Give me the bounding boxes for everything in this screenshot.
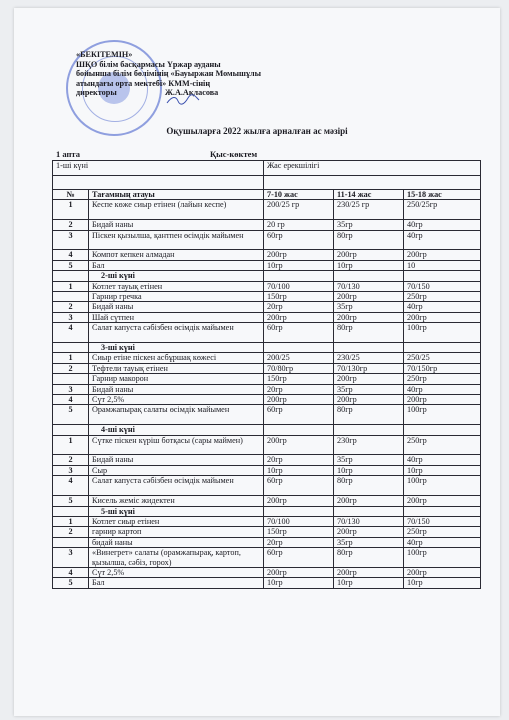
dish-name: Піскен қызылша, қантпен өсімдік майымен <box>89 230 264 250</box>
day-label: 4-ші күні <box>89 425 264 435</box>
row-number: 1 <box>53 281 89 291</box>
portion-7-10: 60гр <box>264 476 334 496</box>
table-row <box>53 578 481 588</box>
row-number: 5 <box>53 405 89 425</box>
portion-11-14: 70/130 <box>334 516 404 526</box>
portion-11-14: 200гр <box>334 250 404 260</box>
portion-11-14: 200гр <box>334 312 404 322</box>
dish-name: Бидай наны <box>89 302 264 312</box>
dish-name: Кеспе көже сиыр етінен (лайын кеспе) <box>89 200 264 220</box>
day-header-row <box>53 271 481 281</box>
row-number: 3 <box>53 548 89 568</box>
portion-15-18: 10гр <box>404 465 481 475</box>
table-row <box>53 405 481 425</box>
row-number <box>53 537 89 547</box>
portion-7-10: 60гр <box>264 548 334 568</box>
portion-7-10: 200/25 <box>264 353 334 363</box>
week-label: 1 апта <box>56 149 80 159</box>
portion-11-14: 80гр <box>334 476 404 496</box>
portion-15-18: 40гр <box>404 230 481 250</box>
portion-15-18: 100гр <box>404 476 481 496</box>
dish-name: Сүтке піскен күріш ботқасы (сары маймен) <box>89 435 264 455</box>
portion-11-14: 230/25 <box>334 353 404 363</box>
portion-15-18: 250гр <box>404 527 481 537</box>
row-number: 2 <box>53 220 89 230</box>
portion-15-18: 40гр <box>404 220 481 230</box>
table-row <box>53 292 481 302</box>
dish-name: гарнир картоп <box>89 527 264 537</box>
day-label: 5-ші күні <box>89 506 264 516</box>
row-number: 2 <box>53 527 89 537</box>
row-number: 1 <box>53 435 89 455</box>
portion-7-10: 70/100 <box>264 516 334 526</box>
menu-table <box>52 160 481 589</box>
portion-15-18: 250гр <box>404 435 481 455</box>
portion-15-18: 100гр <box>404 548 481 568</box>
portion-7-10: 200гр <box>264 250 334 260</box>
column-header-row <box>53 190 481 200</box>
dish-name: Салат капуста сәбізбен өсімдік майымен <box>89 323 264 343</box>
dish-name: «Винегрет» салаты (орамжапырақ, картоп, қызылша, сәбіз, горох) <box>89 548 264 568</box>
portion-15-18: 70/150 <box>404 281 481 291</box>
portion-11-14: 35гр <box>334 384 404 394</box>
portion-7-10: 200гр <box>264 567 334 577</box>
portion-7-10: 200гр <box>264 435 334 455</box>
table-row <box>53 537 481 547</box>
portion-11-14: 70/130 <box>334 281 404 291</box>
table-row <box>53 476 481 496</box>
page-title: Оқушыларға 2022 жылға арналған ас мәзірі <box>166 126 348 136</box>
table-row <box>53 312 481 322</box>
portion-15-18: 200гр <box>404 250 481 260</box>
table-row <box>53 250 481 260</box>
dish-name: Компот кепкен алмадан <box>89 250 264 260</box>
dish-name: бидай наны <box>89 537 264 547</box>
portion-7-10: 200/25 гр <box>264 200 334 220</box>
row-number <box>53 374 89 384</box>
portion-15-18: 10 <box>404 260 481 270</box>
approval-director-name: Ж.А.Ақласова <box>164 88 219 98</box>
portion-15-18: 250/25 <box>404 353 481 363</box>
portion-7-10: 20гр <box>264 302 334 312</box>
portion-11-14: 35гр <box>334 302 404 312</box>
portion-15-18: 100гр <box>404 323 481 343</box>
dish-name: Котлет сиыр етінен <box>89 516 264 526</box>
approval-line: ШҚО білім басқармасы Үржар ауданы <box>76 59 221 69</box>
column-header-age-15-18: 15-18 жас <box>404 190 481 200</box>
row-number: 2 <box>53 302 89 312</box>
table-row <box>53 374 481 384</box>
row-number: 2 <box>53 363 89 373</box>
portion-11-14: 200гр <box>334 567 404 577</box>
table-row <box>53 353 481 363</box>
portion-11-14: 35гр <box>334 537 404 547</box>
dish-name: Орамжапырақ салаты өсімдік майымен <box>89 405 264 425</box>
portion-7-10: 60гр <box>264 323 334 343</box>
portion-7-10: 60гр <box>264 405 334 425</box>
approval-position: директоры <box>76 88 117 98</box>
row-number: 5 <box>53 578 89 588</box>
portion-11-14: 200гр <box>334 395 404 405</box>
column-header-dish: Тағамның атауы <box>89 190 264 200</box>
portion-15-18: 70/150 <box>404 516 481 526</box>
dish-name: Сүт 2,5% <box>89 567 264 577</box>
document-page <box>14 8 500 716</box>
portion-11-14: 35гр <box>334 455 404 465</box>
portion-11-14: 80гр <box>334 548 404 568</box>
portion-15-18: 200гр <box>404 395 481 405</box>
row-number: 3 <box>53 312 89 322</box>
row-number <box>53 292 89 302</box>
dish-name: Тефтели тауық етінен <box>89 363 264 373</box>
portion-11-14: 35гр <box>334 220 404 230</box>
row-number: 3 <box>53 465 89 475</box>
approval-heading: «БЕКІТЕМІН» <box>76 50 133 59</box>
day-label: 3-ші күні <box>89 343 264 353</box>
portion-11-14: 10гр <box>334 465 404 475</box>
table-row <box>53 230 481 250</box>
dish-name: Шай сүтпен <box>89 312 264 322</box>
portion-15-18: 40гр <box>404 384 481 394</box>
table-row <box>53 384 481 394</box>
age-group-header: Жас ерекшілігі <box>264 161 481 176</box>
portion-7-10: 60гр <box>264 230 334 250</box>
portion-7-10: 70/80гр <box>264 363 334 373</box>
portion-11-14: 80гр <box>334 230 404 250</box>
dish-name: Салат капуста сәбізбен өсімдік майымен <box>89 476 264 496</box>
row-number: 5 <box>53 260 89 270</box>
portion-15-18: 70/150гр <box>404 363 481 373</box>
approval-line <box>76 88 326 98</box>
table-row <box>53 323 481 343</box>
portion-7-10: 20 гр <box>264 220 334 230</box>
table-row <box>53 260 481 270</box>
row-number: 3 <box>53 230 89 250</box>
portion-15-18: 10гр <box>404 578 481 588</box>
portion-15-18: 200гр <box>404 312 481 322</box>
portion-15-18: 100гр <box>404 405 481 425</box>
table-row <box>53 435 481 455</box>
day-1-header: 1-ші күні <box>53 161 264 176</box>
table-row <box>53 281 481 291</box>
row-number: 1 <box>53 353 89 363</box>
portion-7-10: 150гр <box>264 292 334 302</box>
table-row <box>53 220 481 230</box>
portion-15-18: 200гр <box>404 496 481 506</box>
dish-name: Бидай наны <box>89 455 264 465</box>
director-signature <box>166 94 200 106</box>
row-number: 3 <box>53 384 89 394</box>
portion-7-10: 200гр <box>264 395 334 405</box>
dish-name: Бал <box>89 578 264 588</box>
day-header-row <box>53 343 481 353</box>
dish-name: Сиыр етіне піскен асбұршақ көжесі <box>89 353 264 363</box>
portion-11-14: 230гр <box>334 435 404 455</box>
dish-name: Бидай наны <box>89 220 264 230</box>
portion-7-10: 150гр <box>264 527 334 537</box>
dish-name: Сыр <box>89 465 264 475</box>
dish-name: Гарнир гречка <box>89 292 264 302</box>
column-header-age-7-10: 7-10 жас <box>264 190 334 200</box>
portion-7-10: 20гр <box>264 537 334 547</box>
table-header-row <box>53 161 481 176</box>
row-number: 2 <box>53 455 89 465</box>
table-row <box>53 395 481 405</box>
row-number: 5 <box>53 496 89 506</box>
table-row <box>53 548 481 568</box>
portion-11-14: 200гр <box>334 374 404 384</box>
portion-7-10: 200гр <box>264 312 334 322</box>
table-row <box>53 516 481 526</box>
portion-15-18: 40гр <box>404 455 481 465</box>
column-header-number: № <box>53 190 89 200</box>
row-number: 4 <box>53 395 89 405</box>
row-number: 4 <box>53 476 89 496</box>
portion-15-18: 250/25гр <box>404 200 481 220</box>
table-row <box>53 567 481 577</box>
column-header-age-11-14: 11-14 жас <box>334 190 404 200</box>
row-number: 4 <box>53 250 89 260</box>
portion-11-14: 230/25 гр <box>334 200 404 220</box>
table-row <box>53 455 481 465</box>
portion-15-18: 40гр <box>404 537 481 547</box>
portion-7-10: 10гр <box>264 578 334 588</box>
portion-11-14: 80гр <box>334 323 404 343</box>
approval-block <box>76 50 326 98</box>
day-label: 2-ші күні <box>89 271 264 281</box>
season-label: Қыс-көктем <box>210 149 258 159</box>
portion-11-14: 10гр <box>334 578 404 588</box>
portion-11-14: 70/130гр <box>334 363 404 373</box>
table-row <box>53 363 481 373</box>
dish-name: Сүт 2,5% <box>89 395 264 405</box>
row-number: 1 <box>53 516 89 526</box>
table-row <box>53 527 481 537</box>
day-header-row <box>53 425 481 435</box>
portion-7-10: 20гр <box>264 384 334 394</box>
portion-7-10: 10гр <box>264 260 334 270</box>
portion-15-18: 250гр <box>404 292 481 302</box>
dish-name: Гарнир макорон <box>89 374 264 384</box>
portion-15-18: 200гр <box>404 567 481 577</box>
row-number: 4 <box>53 567 89 577</box>
portion-11-14: 200гр <box>334 527 404 537</box>
portion-7-10: 150гр <box>264 374 334 384</box>
portion-15-18: 250гр <box>404 374 481 384</box>
row-number: 1 <box>53 200 89 220</box>
approval-line: бойынша білім бөлімінің «Бауыржан Момышұлы <box>76 69 262 79</box>
table-spacer-row <box>53 176 481 190</box>
table-row <box>53 496 481 506</box>
portion-11-14: 80гр <box>334 405 404 425</box>
table-row <box>53 302 481 312</box>
portion-7-10: 70/100 <box>264 281 334 291</box>
approval-line: атындағы орта мектебі» КММ-сінің <box>76 78 211 88</box>
dish-name: Бидай наны <box>89 384 264 394</box>
day-header-row <box>53 506 481 516</box>
row-number: 4 <box>53 323 89 343</box>
portion-7-10: 10гр <box>264 465 334 475</box>
dish-name: Кисель жеміс жидектен <box>89 496 264 506</box>
dish-name: Котлет тауық етінен <box>89 281 264 291</box>
table-row <box>53 200 481 220</box>
table-row <box>53 465 481 475</box>
dish-name: Бал <box>89 260 264 270</box>
portion-7-10: 200гр <box>264 496 334 506</box>
portion-11-14: 10гр <box>334 260 404 270</box>
portion-15-18: 40гр <box>404 302 481 312</box>
portion-7-10: 20гр <box>264 455 334 465</box>
portion-11-14: 200гр <box>334 496 404 506</box>
portion-11-14: 200гр <box>334 292 404 302</box>
